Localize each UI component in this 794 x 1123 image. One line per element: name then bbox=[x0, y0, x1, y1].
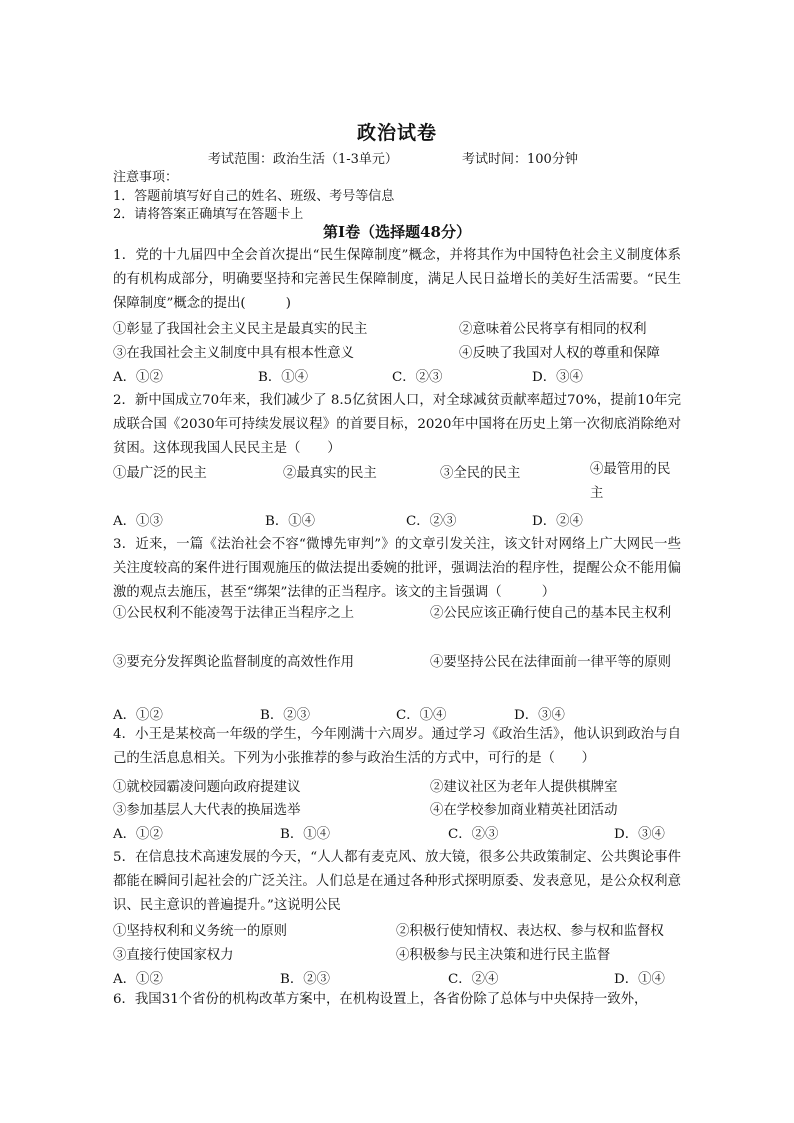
notes-item: 2．请将答案正确填写在答题卡上 bbox=[113, 207, 304, 222]
question-option: ②意味着公民将享有相同的权利 bbox=[459, 322, 647, 337]
question-option: ①坚持权利和义务统一的原则 bbox=[113, 924, 288, 939]
section-heading: 第I卷（选择题48分） bbox=[323, 223, 471, 241]
question-stem: 3．近来，一篇《法治社会不容“微博先审判”》的文章引发关注，该文针对网络上广大网民一些关注度较高的案件进行围观施压的做法提出委婉的批评，强调法治的程序性，提醒公众不能用偏激的观点去施压，甚至“绑架”法律的正当程序。该文的主旨强调（ ） bbox=[113, 537, 681, 600]
answer-choice: D．①④ bbox=[614, 972, 665, 987]
answer-choice: D．③④ bbox=[532, 370, 583, 385]
answer-choice: A．①② bbox=[113, 370, 163, 385]
answer-choice: D．②④ bbox=[532, 514, 583, 529]
question-option: ③要充分发挥舆论监督制度的高效性作用 bbox=[113, 655, 355, 670]
question-stem: 1．党的十九届四中全会首次提出“民生保障制度”概念，并将其作为中国特色社会主义制度体系的有机构成部分，明确要坚持和完善民生保障制度，满足人民日益增长的美好生活需要。“民生保障制度”概念的提出( ) bbox=[113, 248, 681, 311]
question-option: ③在我国社会主义制度中具有根本性意义 bbox=[113, 346, 355, 361]
question-option: ①就校园霸凌问题向政府提建议 bbox=[113, 780, 301, 795]
question-stem: 2．新中国成立70年来，我们减少了 8.5亿贫困人口，对全球减贫贡献率超过70%，提前10年完成联合国《2030年可持续发展议程》的首要目标，2020年中国将在历史上第一次彻底消除绝对贫困。这体现我国人民民主是（ ） bbox=[113, 393, 681, 456]
answer-choice: A．①② bbox=[113, 708, 163, 723]
answer-choice: B．①④ bbox=[265, 514, 316, 529]
answer-choice: B．①④ bbox=[258, 370, 309, 385]
answer-choice: D．③④ bbox=[614, 827, 665, 842]
answer-choice: B．②③ bbox=[280, 972, 331, 987]
question-option: ④要坚持公民在法律面前一律平等的原则 bbox=[430, 655, 672, 670]
answer-choice: A．①③ bbox=[113, 514, 163, 529]
question-option: ②积极行使知情权、表达权、参与权和监督权 bbox=[396, 924, 664, 939]
page-title: 政治试卷 bbox=[356, 122, 437, 144]
question-option: ②最真实的民主 bbox=[283, 466, 377, 481]
question-option: ④最管用的民主 bbox=[590, 462, 671, 501]
answer-choice: C．②③ bbox=[448, 827, 499, 842]
answer-choice: D．③④ bbox=[514, 708, 565, 723]
question-option: ③参加基层人大代表的换届选举 bbox=[113, 803, 301, 818]
question-stem: 5．在信息技术高速发展的今天，“人人都有麦克风、放大镜，很多公共政策制定、公共舆论事件都能在瞬间引起社会的广泛关注。人们总是在通过各种形式探明原委、发表意见，是公众权利意识、民主意识的普遍提升。”这说明公民 bbox=[113, 850, 681, 913]
question-option: ④在学校参加商业精英社团活动 bbox=[430, 803, 618, 818]
question-option: ④反映了我国对人权的尊重和保障 bbox=[459, 346, 660, 361]
answer-choice: C．②③ bbox=[392, 370, 443, 385]
answer-choice: B．②③ bbox=[260, 708, 311, 723]
question-option: ②公民应该正确行使自己的基本民主权利 bbox=[430, 606, 672, 621]
question-stem: 4．小王是某校高一年级的学生，今年刚满十六周岁。通过学习《政治生活》，他认识到政治与自己的生活息息相关。下列为小张推荐的参与政治生活的方式中，可行的是（ ） bbox=[113, 727, 681, 766]
question-option: ①彰显了我国社会主义民主是最真实的民主 bbox=[113, 322, 368, 337]
notes-item: 1．答题前填写好自己的姓名、班级、考号等信息 bbox=[113, 189, 395, 204]
notes-heading: 注意事项： bbox=[113, 170, 179, 185]
answer-choice: A．①② bbox=[113, 972, 163, 987]
question-option: ③直接行使国家权力 bbox=[113, 948, 234, 963]
exam-scope: 考试范围：政治生活（1-3单元） bbox=[208, 152, 398, 167]
question-option: ①最广泛的民主 bbox=[113, 466, 207, 481]
question-option: ②建议社区为老年人提供棋牌室 bbox=[430, 780, 618, 795]
answer-choice: C．②④ bbox=[448, 972, 499, 987]
exam-time: 考试时间：100分钟 bbox=[462, 152, 578, 167]
answer-choice: C．①④ bbox=[396, 708, 447, 723]
answer-choice: C．②③ bbox=[406, 514, 457, 529]
question-option: ④积极参与民主决策和进行民主监督 bbox=[396, 948, 611, 963]
question-option: ③全民的民主 bbox=[440, 466, 521, 481]
answer-choice: A．①② bbox=[113, 827, 163, 842]
answer-choice: B．①④ bbox=[280, 827, 331, 842]
question-option: ①公民权利不能凌驾于法律正当程序之上 bbox=[113, 606, 355, 621]
question-stem: 6．我国31个省份的机构改革方案中，在机构设置上，各省份除了总体与中央保持一致外， bbox=[113, 992, 648, 1007]
